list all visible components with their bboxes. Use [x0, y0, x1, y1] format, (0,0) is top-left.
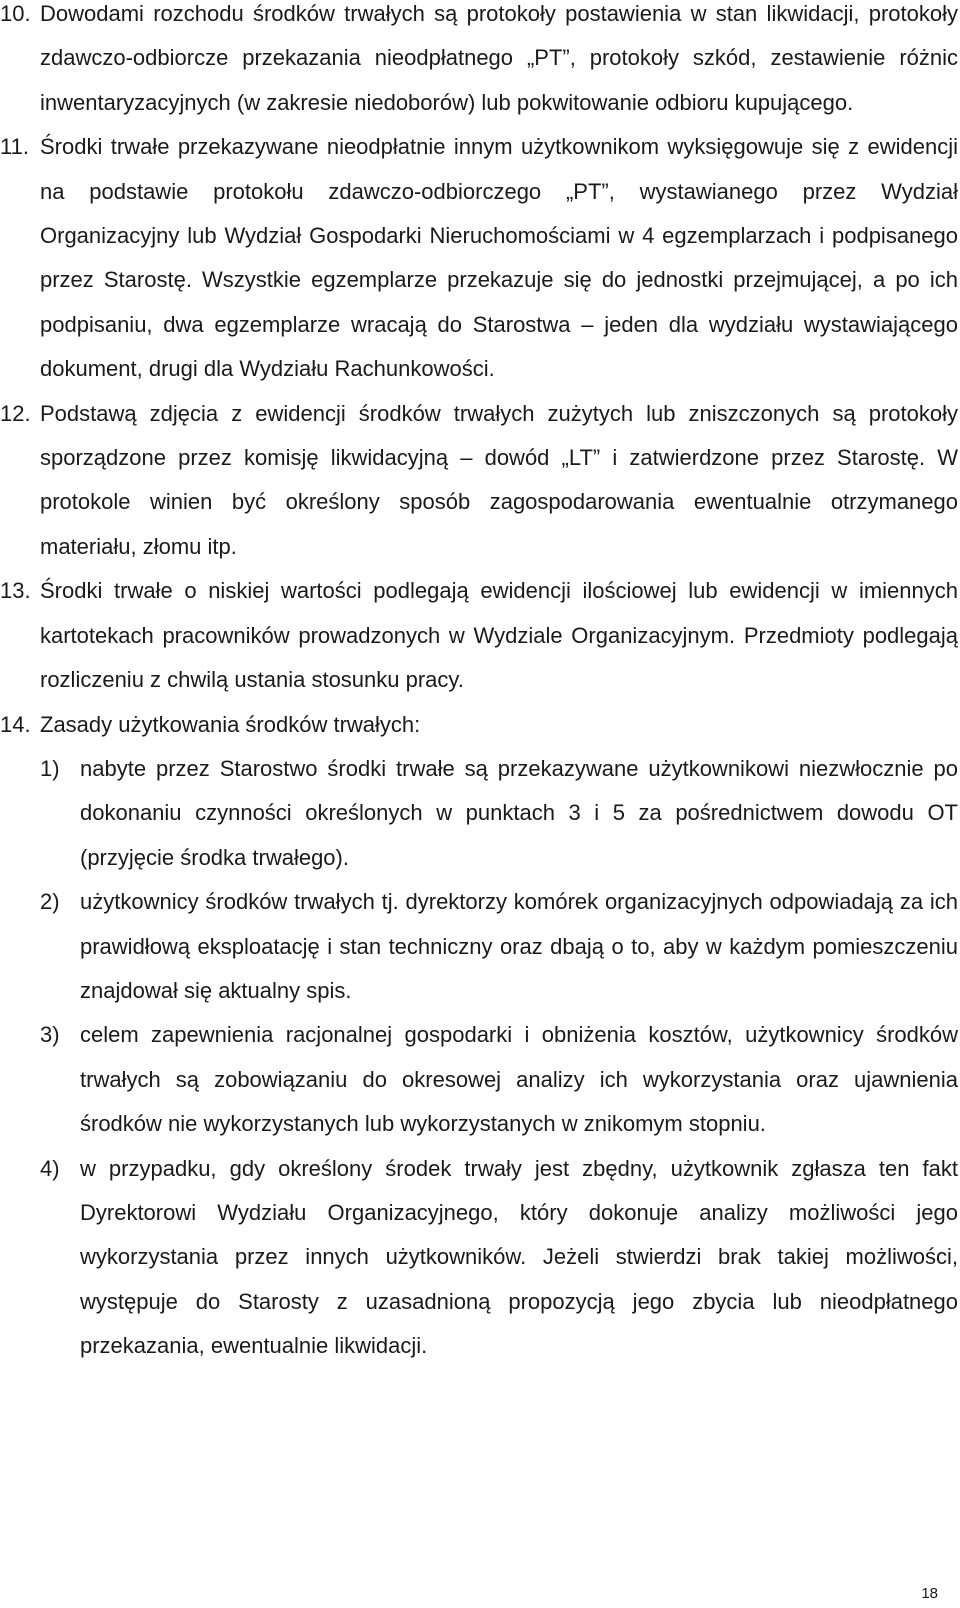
list-item-text: Środki trwałe przekazywane nieodpłatnie innym użytkownikom wyksięgowuje się z ewidencji na podstawie protokołu zdawczo-odbiorczego „PT”, wystawianego przez Wydział Organizacyjny lub Wydział Gospodarki Nieruchomościami w 4 egzemplarzach i podpisanego przez Starostę. Wszystkie egzemplarze przekazuje się do jednostki przejmującej, a po ich podpisaniu, dwa egzemplarze wracają do Starostwa – jeden dla wydziału wystawiającego dokument, drugi dla Wydziału Rachunkowości. [40, 134, 958, 382]
list-item-text: Dowodami rozchodu środków trwałych są protokoły postawienia w stan likwidacji, protokoły zdawczo-odbiorcze przekazania nieodpłatnego „PT”, protokoły szkód, zestawienie różnic inwentaryzacyjnych (w zakresie niedoborów) lub pokwitowanie odbioru kupującego. [40, 1, 958, 115]
sub-item-number: 3) [40, 1022, 60, 1048]
sub-item-text: nabyte przez Starostwo środki trwałe są przekazywane użytkownikowi niezwłocznie po dokonaniu czynności określonych w punktach 3 i 5 za pośrednictwem dowodu OT (przyjęcie środka trwałego). [80, 755, 958, 870]
sub-item-number: 4) [40, 1155, 60, 1181]
sub-item-3 [0, 1013, 958, 1146]
list-item-number: 14. [0, 711, 31, 737]
sub-item-number: 2) [40, 889, 60, 915]
list-item-number: 13. [0, 578, 31, 604]
list-item-12 [0, 392, 958, 570]
page-number: 18 [921, 1585, 938, 1602]
list-item-10 [0, 0, 958, 125]
sub-item-text: w przypadku, gdy określony środek trwały jest zbędny, użytkownik zgłasza ten fakt Dyrektorowi Wydziału Organizacyjnego, który dokonuje analizy możliwości jego wykorzystania przez innych użytkowników. Jeżeli stwierdzi brak takiej możliwości, występuje do Starosty z uzasadnioną propozycją jego zbycia lub nieodpłatnego przekazania, ewentualnie likwidacji. [80, 1155, 958, 1359]
list-item-number: 11. [0, 134, 29, 160]
sub-item-text: użytkownicy środków trwałych tj. dyrektorzy komórek organizacyjnych odpowiadają za ich prawidłową eksploatację i stan techniczny oraz dbają o to, aby w każdym pomieszczeniu znajdował się aktualny spis. [80, 889, 958, 1003]
list-item-text: Zasady użytkowania środków trwałych: [40, 711, 421, 737]
list-item-number: 10. [0, 1, 31, 26]
list-item-11 [0, 125, 958, 391]
list-item-number: 12. [0, 400, 31, 426]
sub-item-text: celem zapewnienia racjonalnej gospodarki i obniżenia kosztów, użytkownicy środków trwałych są zobowiązaniu do okresowej analizy ich wykorzystania oraz ujawnienia środków nie wykorzystanych lub wykorzystanych w znikomym stopniu. [80, 1022, 958, 1137]
sub-item-1 [0, 747, 958, 880]
list-item-text: Podstawą zdjęcia z ewidencji środków trwałych zużytych lub zniszczonych są protokoły sporządzone przez komisję likwidacyjną – dowód „LT” i zatwierdzone przez Starostę. W protokole winien być określony sposób zagospodarowania ewentualnie otrzymanego materiału, złomu itp. [40, 400, 958, 559]
list-item-text: Środki trwałe o niskiej wartości podlegają ewidencji ilościowej lub ewidencji w imiennych kartotekach pracowników prowadzonych w Wydziale Organizacyjnym. Przedmioty podlegają rozliczeniu z chwilą ustania stosunku pracy. [40, 578, 958, 693]
list-item-13 [0, 569, 958, 702]
list-item-14 [0, 703, 958, 747]
sub-item-4 [0, 1147, 958, 1369]
sub-item-2 [0, 880, 958, 1013]
sub-item-number: 1) [40, 755, 60, 781]
